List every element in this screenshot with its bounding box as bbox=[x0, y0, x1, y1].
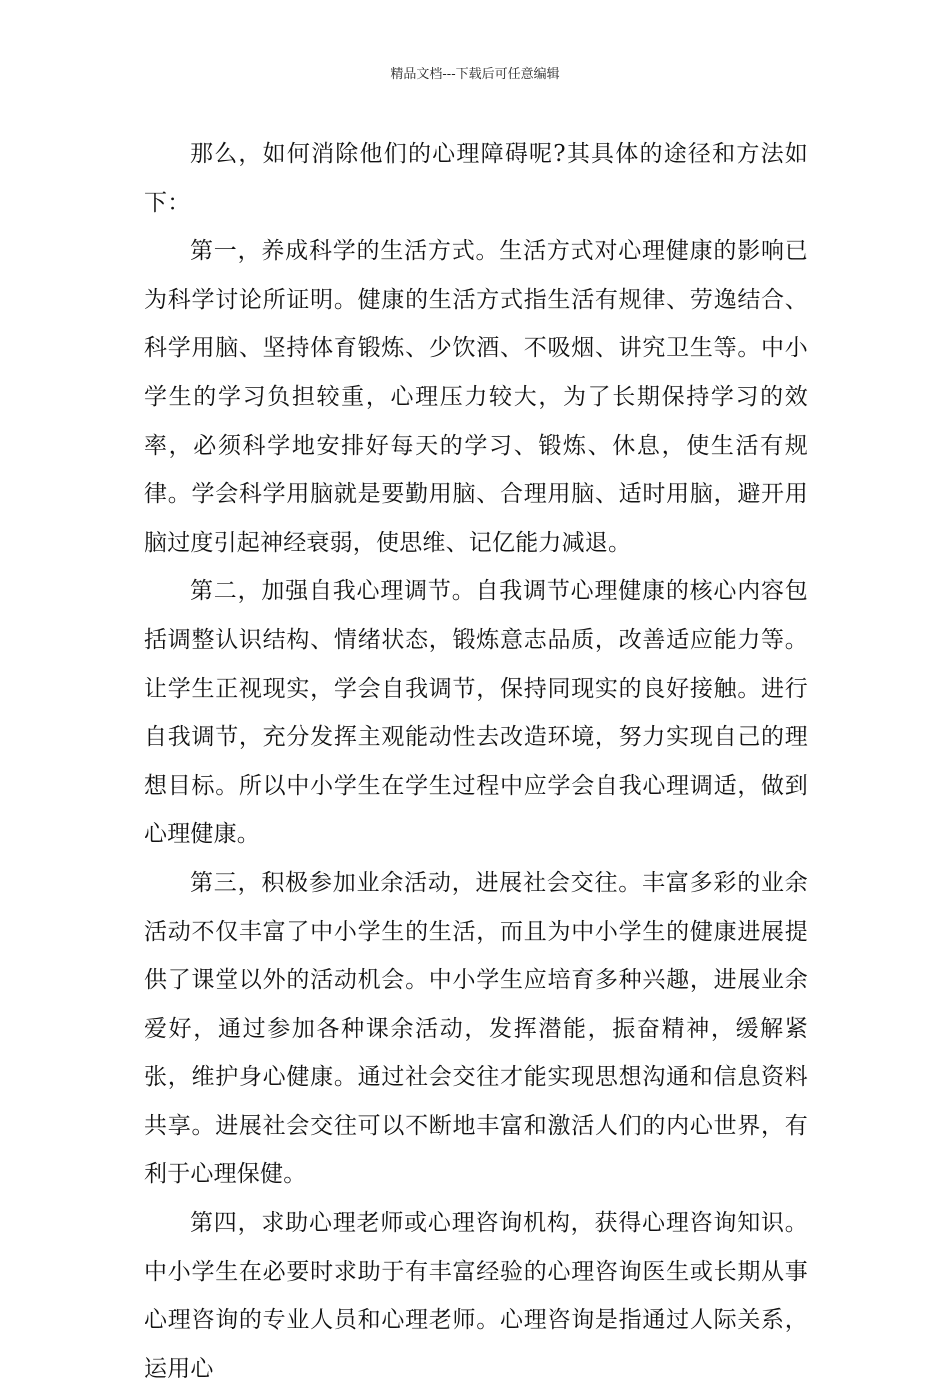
paragraph-third: 第三，积极参加业余活动，进展社会交往。丰富多彩的业余活动不仅丰富了中小学生的生活，而且为中小学生的健康进展提供了课堂以外的活动机会。中小学生应培育多种兴趣，进展业余爱好，通过参加各种课余活动，发挥潜能，振奋精神，缓解紧张，维护身心健康。通过社会交往才能实现思想沟通和信息资料共享。进展社会交往可以不断地丰富和激活人们的内心世界，有利于心理保健。 bbox=[144, 869, 808, 1188]
paragraph-fourth: 第四，求助心理老师或心理咨询机构，获得心理咨询知识。中小学生在必要时求助于有丰富经验的心理咨询医生或长期从事心理咨询的专业人员和心理老师。心理咨询是指通过人际关系，运用心 bbox=[144, 1210, 808, 1382]
page-header: 精品文档---下载后可任意编辑 bbox=[390, 67, 560, 82]
paragraph-first: 第一，养成科学的生活方式。生活方式对心理健康的影响已为科学讨论所证明。健康的生活方式指生活有规律、劳逸结合、科学用脑、坚持体育锻炼、少饮酒、不吸烟、讲究卫生等。中小学生的学习负担较重，心理压力较大，为了长期保持学习的效率，必须科学地安排好每天的学习、锻炼、休息，使生活有规律。学会科学用脑就是要勤用脑、合理用脑、适时用脑，避开用脑过度引起神经衰弱，使思维、记亿能力减退。 bbox=[144, 238, 808, 556]
paragraph-second: 第二，加强自我心理调节。自我调节心理健康的核心内容包括调整认识结构、情绪状态，锻炼意志品质，改善适应能力等。让学生正视现实，学会自我调节，保持同现实的良好接触。进行自我调节，充分发挥主观能动性去改造环境，努力实现自己的理想目标。所以中小学生在学生过程中应学会自我心理调适，做到心理健康。 bbox=[144, 578, 808, 848]
paragraph-intro: 那么，如何消除他们的心理障碍呢?其具体的途径和方法如下： bbox=[144, 141, 808, 216]
document-body bbox=[144, 130, 808, 1393]
